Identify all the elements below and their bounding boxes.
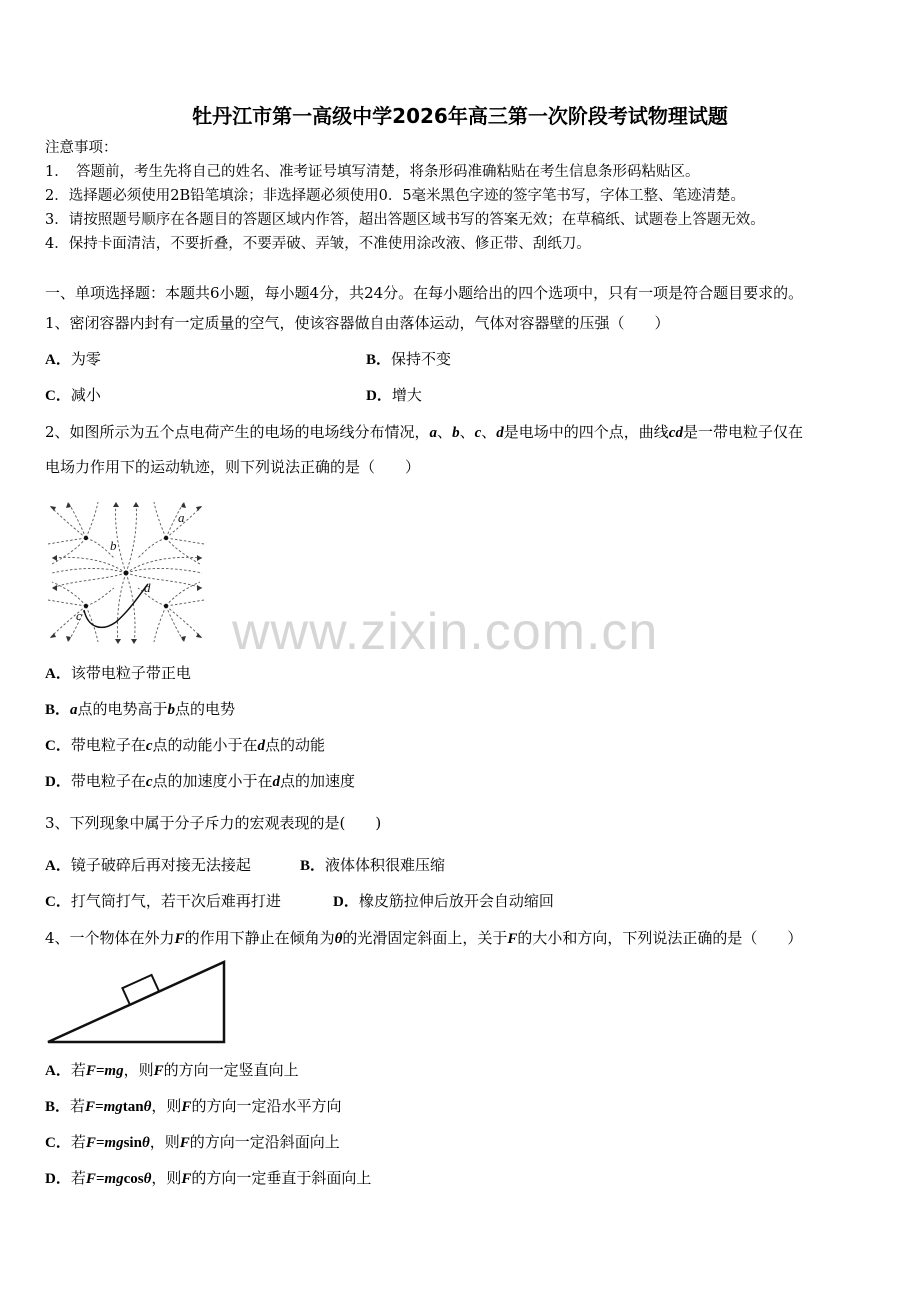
var-F: F — [174, 931, 185, 947]
fig-label-c: c — [76, 608, 82, 623]
option-text: ，则 — [149, 1133, 180, 1151]
stem-sep: 、 — [437, 423, 453, 441]
trig-function: cos — [123, 1171, 144, 1187]
q2-option-c — [45, 734, 325, 757]
stem-text: 是电场中的四个点，曲线 — [503, 423, 669, 441]
q2-option-b — [45, 698, 235, 721]
fig-label-d: d — [144, 580, 151, 595]
option-label: C． — [45, 738, 71, 754]
q4-option-d — [45, 1167, 371, 1190]
var-d: d — [496, 425, 504, 441]
var-a: a — [429, 425, 438, 441]
q1-stem: 1、密闭容器内封有一定质量的空气，使该容器做自由落体运动，气体对容器壁的压强（ ） — [45, 314, 670, 332]
q2-stem-line2: 电场力作用下的运动轨迹，则下列说法正确的是（ ） — [45, 458, 421, 476]
q4-stem — [45, 927, 802, 950]
q1-option-a — [45, 348, 101, 371]
q3-option-b — [300, 854, 445, 877]
option-text: 橡皮筋拉伸后放开会自动缩回 — [358, 892, 554, 910]
watermark: www.zixin.com.cn — [232, 603, 659, 661]
equation: F=mg — [85, 1135, 124, 1151]
particle-trajectory — [84, 584, 148, 627]
stem-sep: 、 — [481, 423, 497, 441]
var-a: a — [70, 702, 78, 718]
stem-text: 4、一个物体在外力 — [45, 929, 175, 947]
option-text: ，则 — [151, 1097, 182, 1115]
q4-option-c — [45, 1131, 340, 1154]
trig-function: sin — [123, 1135, 142, 1151]
option-label: C． — [45, 388, 71, 404]
option-label: A． — [45, 1063, 71, 1079]
var-F: F — [507, 931, 518, 947]
option-label: B． — [366, 352, 392, 368]
option-text: 该带电粒子带正电 — [70, 664, 191, 682]
stem-text: 是一带电粒子仅在 — [682, 423, 803, 441]
point-charges — [84, 536, 168, 608]
option-text: 增大 — [391, 386, 422, 404]
option-text: 的方向一定沿斜面向上 — [189, 1133, 340, 1151]
option-text: 的方向一定竖直向上 — [163, 1061, 299, 1079]
section-heading: 一、单项选择题：本题共6小题，每小题4分，共24分。在每小题给出的四个选项中，只有一项是符合题目要求的。 — [45, 284, 804, 302]
option-text: 为零 — [70, 350, 101, 368]
option-label: D． — [366, 388, 392, 404]
option-text: 减小 — [70, 386, 101, 404]
option-label: C． — [45, 1135, 71, 1151]
option-text: 保持不变 — [391, 350, 452, 368]
option-label: B． — [45, 702, 71, 718]
stem-text: 的大小和方向，下列说法正确的是（ ） — [517, 929, 803, 947]
q3-stem: 3、下列现象中属于分子斥力的宏观表现的是( ) — [45, 814, 382, 832]
q2-option-d — [45, 770, 355, 793]
option-text: 点的动能小于在 — [152, 736, 258, 754]
var-cd: cd — [668, 425, 683, 441]
notes-item-2: 2．选择题必须使用2B铅笔填涂；非选择题必须使用0．5毫米黑色字迹的签字笔书写，字体工整、笔迹清楚。 — [45, 188, 746, 204]
stem-text: 的作用下静止在倾角为 — [184, 929, 335, 947]
notes-item-3: 3．请按照题号顺序在各题目的答题区域内作答，超出答题区域书写的答案无效；在草稿纸、试题卷上答题无效。 — [45, 212, 765, 228]
var-F: F — [181, 1171, 192, 1187]
var-c: c — [145, 774, 153, 790]
fig-label-b: b — [110, 538, 117, 553]
page-title: 牡丹江市第一高级中学2026年高三第一次阶段考试物理试题 — [192, 104, 728, 128]
option-text: 液体体积很难压缩 — [325, 856, 446, 874]
notes-item-4: 4．保持卡面清洁，不要折叠，不要弄破、弄皱，不准使用涂改液、修正带、刮纸刀。 — [45, 236, 591, 252]
q3-option-d — [333, 890, 554, 913]
var-theta: θ — [143, 1099, 152, 1115]
equation: F=mg — [85, 1063, 124, 1079]
var-c: c — [474, 425, 482, 441]
stem-text: 的光滑固定斜面上，关于 — [342, 929, 508, 947]
q4-option-b — [45, 1095, 341, 1118]
var-d: d — [272, 774, 281, 790]
stem-sep: 、 — [459, 423, 475, 441]
q1-option-d — [366, 384, 422, 407]
trig-function: tan — [122, 1099, 144, 1115]
block — [122, 975, 159, 1005]
option-text: 带电粒子在 — [70, 772, 146, 790]
q2-stem — [45, 421, 803, 444]
option-text: 点的电势 — [175, 700, 236, 718]
option-text: 带电粒子在 — [70, 736, 146, 754]
notes-item-1: 1． 答题前，考生先将自己的姓名、准考证号填写清楚，将条形码准确粘贴在考生信息条形码粘贴区。 — [45, 164, 700, 180]
option-text: 打气筒打气，若干次后难再打进 — [70, 892, 281, 910]
option-text: ，则 — [123, 1061, 154, 1079]
fig-label-a: a — [178, 510, 185, 525]
var-theta: θ — [143, 1171, 152, 1187]
option-label: D． — [333, 894, 359, 910]
option-label: C． — [45, 894, 71, 910]
option-text: 若 — [70, 1169, 86, 1187]
var-b: b — [167, 702, 176, 718]
q3-option-a — [45, 854, 251, 877]
q1-option-b — [366, 348, 451, 371]
q3-option-c — [45, 890, 281, 913]
option-text: 点的动能 — [265, 736, 326, 754]
notes-heading: 注意事项： — [45, 140, 118, 156]
option-label: B． — [300, 858, 326, 874]
var-F: F — [181, 1099, 192, 1115]
option-text: 点的加速度小于在 — [152, 772, 273, 790]
option-text: 镜子破碎后再对接无法接起 — [70, 856, 251, 874]
option-label: D． — [45, 1171, 71, 1187]
q2-option-a — [45, 662, 191, 685]
option-text: 若 — [70, 1133, 86, 1151]
option-text: 的方向一定垂直于斜面向上 — [191, 1169, 372, 1187]
var-d: d — [257, 738, 266, 754]
var-theta: θ — [141, 1135, 150, 1151]
option-text: 点的电势高于 — [77, 700, 168, 718]
option-label: D． — [45, 774, 71, 790]
option-label: A． — [45, 858, 71, 874]
option-label: A． — [45, 352, 71, 368]
option-text: 若 — [70, 1061, 86, 1079]
var-c: c — [145, 738, 153, 754]
option-text: ，则 — [151, 1169, 182, 1187]
var-F: F — [179, 1135, 190, 1151]
stem-text: 2、如图所示为五个点电荷产生的电场的电场线分布情况， — [45, 423, 430, 441]
option-label: B． — [45, 1099, 71, 1115]
var-F: F — [153, 1063, 164, 1079]
option-label: A． — [45, 666, 71, 682]
electric-field-figure — [44, 498, 208, 646]
equation: F=mg — [85, 1171, 124, 1187]
option-text: 的方向一定沿水平方向 — [191, 1097, 342, 1115]
incline-figure — [44, 958, 228, 1046]
q1-option-c — [45, 384, 101, 407]
option-text: 点的加速度 — [280, 772, 356, 790]
var-theta: θ — [334, 931, 343, 947]
var-b: b — [452, 425, 460, 441]
q4-option-a — [45, 1059, 299, 1082]
equation: F=mg — [85, 1099, 123, 1115]
option-text: 若 — [70, 1097, 86, 1115]
